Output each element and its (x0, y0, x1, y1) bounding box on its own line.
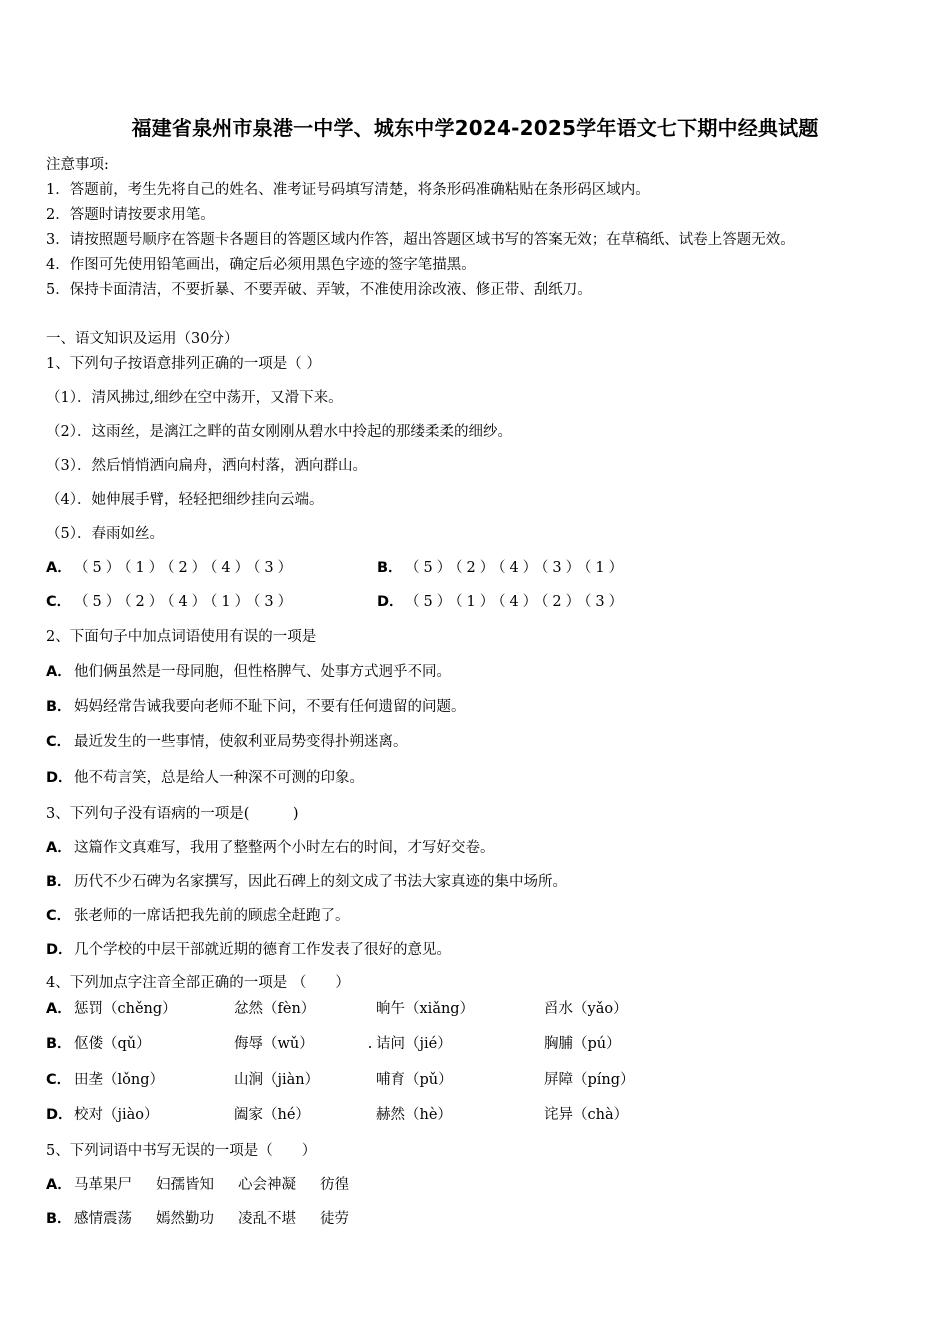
q4-option-a[interactable] (46, 997, 177, 1018)
option-text: 历代不少石碑为名家撰写，因此石碑上的刻文成了书法大家真迹的集中场所。 (74, 874, 567, 890)
option-text: （5）（2）（4）（3）（1） (405, 560, 628, 576)
q2-option-b[interactable] (46, 695, 466, 716)
q3-option-d[interactable] (46, 938, 451, 959)
q5-stem: 5、下列词语中书写无误的一项是（ ） (46, 1143, 317, 1159)
word-item: 彷徨 (320, 1177, 349, 1193)
option-label: C． (46, 734, 72, 750)
notice-item: 5．保持卡面清洁，不要折暴、不要弄破、弄皱，不准使用涂改液、修正带、刮纸刀。 (46, 282, 592, 298)
option-text: 张老师的一席话把我先前的顾虑全赶跑了。 (74, 908, 350, 924)
option-label: A． (46, 1177, 72, 1193)
notice-item: 3．请按照题号顺序在答题卡各题目的答题区域内作答，超出答题区域书写的答案无效；在草稿纸、试卷上答题无效。 (46, 232, 795, 248)
q2-option-a[interactable] (46, 660, 451, 681)
q1-option-b[interactable] (377, 556, 627, 577)
q3-option-a[interactable] (46, 836, 495, 857)
option-label: A． (46, 840, 72, 856)
notice-item: 1．答题前，考生先将自己的姓名、准考证号码填写清楚，将条形码准确粘贴在条形码区域内。 (46, 182, 650, 198)
q1-sentence: （1）．清风拂过,细纱在空中荡开，又滑下来。 (46, 390, 343, 406)
word-item: 嫣然勤功 (156, 1211, 214, 1227)
q2-stem: 2、下面句子中加点词语使用有误的一项是 (46, 629, 317, 645)
option-label: C． (46, 908, 72, 924)
option-text: （5）（2）（4）（1）（3） (74, 594, 297, 610)
option-label: D． (46, 770, 73, 786)
pinyin-item: 胸脯（pú） (544, 1036, 621, 1052)
option-text: （5）（1）（4）（2）（3） (405, 594, 628, 610)
pinyin-item: 山涧（jiàn） (234, 1072, 320, 1088)
option-text: 他们俩虽然是一母同胞，但性格脾气、处事方式迥乎不同。 (74, 664, 451, 680)
pinyin-item: 哺育（pǔ） (376, 1072, 453, 1088)
q1-sentence: （4）．她伸展手臂，轻轻把细纱挂向云端。 (46, 492, 324, 508)
option-label: B． (46, 1036, 72, 1052)
section-heading: 一、语文知识及运用（30分） (46, 331, 239, 347)
option-text: 几个学校的中层干部就近期的德育工作发表了很好的意见。 (74, 942, 451, 958)
pinyin-item: 屏障（píng） (544, 1072, 635, 1088)
word-item: 马革果尸 (74, 1177, 132, 1193)
notice-item: 4．作图可先使用铅笔画出，确定后必须用黑色字迹的签字笔描黑。 (46, 257, 476, 273)
q5-option-a[interactable] (46, 1173, 373, 1194)
pinyin-item: 侮辱（wǔ） (234, 1036, 314, 1052)
word-item: 凌乱不堪 (238, 1211, 296, 1227)
pinyin-item: 诧异（chà） (544, 1107, 629, 1123)
q2-option-d[interactable] (46, 766, 364, 787)
q3-option-b[interactable] (46, 870, 567, 891)
option-label: C． (46, 1072, 72, 1088)
pinyin-item: 惩罚（chěng） (74, 1001, 177, 1017)
pinyin-item: 校对（jiào） (74, 1107, 159, 1123)
pinyin-item: 田垄（lǒng） (74, 1072, 164, 1088)
option-label: A． (46, 664, 72, 680)
pinyin-item: 舀水（yǎo） (544, 1001, 628, 1017)
option-text: （5）（1）（2）（4）（3） (74, 560, 297, 576)
option-label: D． (46, 942, 73, 958)
q1-option-a[interactable] (46, 556, 296, 577)
pinyin-item: 阖家（hé） (234, 1107, 310, 1123)
q4-option-d[interactable] (46, 1103, 159, 1124)
q4-option-c[interactable] (46, 1068, 164, 1089)
q3-option-c[interactable] (46, 904, 350, 925)
option-label: D． (46, 1107, 73, 1123)
q4-option-b[interactable] (46, 1032, 151, 1053)
page-title: 福建省泉州市泉港一中学、城东中学2024-2025学年语文七下期中经典试题 (131, 116, 819, 140)
q1-option-c[interactable] (46, 590, 296, 611)
pinyin-item: 诘问（jié） (376, 1036, 452, 1052)
q4-stem: 4、下列加点字注音全部正确的一项是 （ ） (46, 975, 350, 991)
option-label: B． (46, 874, 72, 890)
pinyin-item: 忿然（fèn） (234, 1001, 316, 1017)
word-item: 妇孺皆知 (156, 1177, 214, 1193)
q1-option-d[interactable] (377, 590, 627, 611)
option-text: 他不苟言笑，总是给人一种深不可测的印象。 (74, 770, 364, 786)
option-label: D． (377, 594, 404, 610)
option-label: C． (46, 594, 72, 610)
q1-stem: 1、下列句子按语意排列正确的一项是（ ） (46, 356, 321, 372)
word-item: 徒劳 (320, 1211, 349, 1227)
pinyin-item: 晌午（xiǎng） (376, 1001, 475, 1017)
q1-sentence: （5）．春雨如丝。 (46, 526, 164, 542)
q1-sentence: （2）．这雨丝，是漓江之畔的苗女刚刚从碧水中拎起的那缕柔柔的细纱。 (46, 424, 512, 440)
option-text: 这篇作文真难写，我用了整整两个小时左右的时间，才写好交卷。 (74, 840, 495, 856)
option-label: A． (46, 1001, 72, 1017)
pinyin-item: 伛偻（qǔ） (74, 1036, 151, 1052)
option-text: 妈妈经常告诫我要向老师不耻下问，不要有任何遗留的问题。 (74, 699, 466, 715)
notice-heading: 注意事项: (46, 157, 109, 173)
word-item: 心会神凝 (238, 1177, 296, 1193)
option-label: B． (46, 699, 72, 715)
option-text: 最近发生的一些事情，使叙利亚局势变得扑朔迷离。 (74, 734, 408, 750)
word-item: 感情震荡 (74, 1211, 132, 1227)
q1-sentence: （3）．然后悄悄洒向扁舟，洒向村落，洒向群山。 (46, 458, 367, 474)
option-label: B． (377, 560, 403, 576)
notice-item: 2．答题时请按要求用笔。 (46, 207, 215, 223)
option-label: A． (46, 560, 72, 576)
emphasis-dot (369, 1046, 371, 1048)
q3-stem: 3、下列句子没有语病的一项是( ) (46, 806, 299, 822)
q5-option-b[interactable] (46, 1207, 373, 1228)
pinyin-item: 赫然（hè） (376, 1107, 452, 1123)
q2-option-c[interactable] (46, 730, 408, 751)
option-label: B． (46, 1211, 72, 1227)
